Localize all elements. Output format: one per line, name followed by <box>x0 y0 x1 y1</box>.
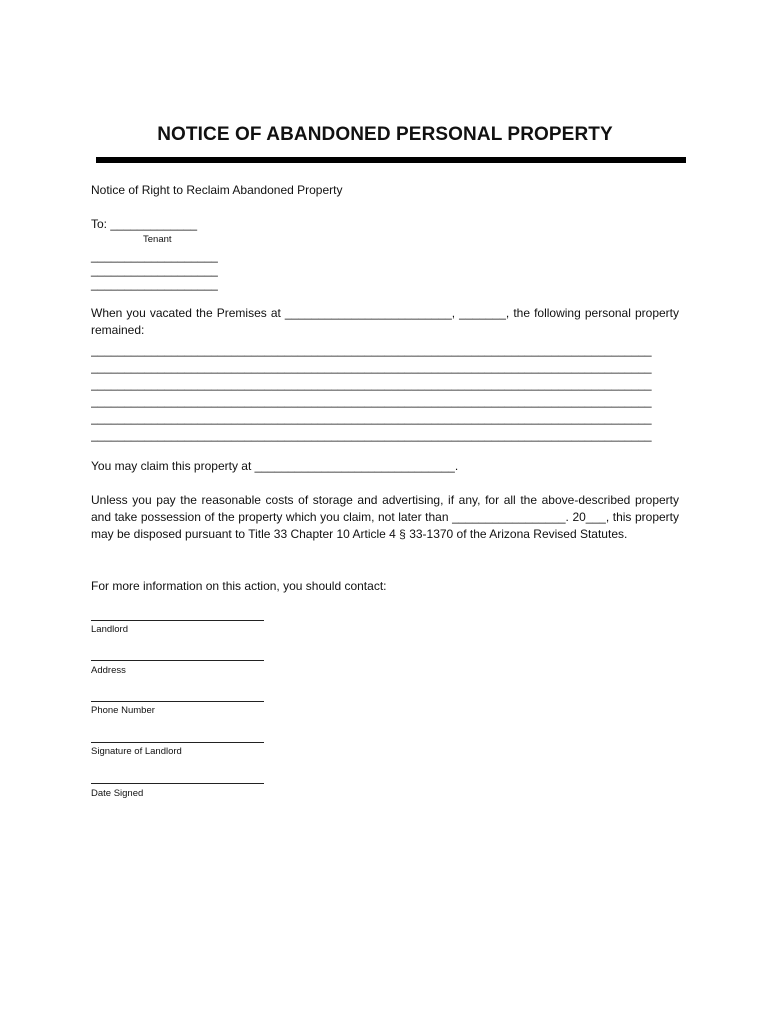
property-blank-3: ____________________________________________________________________________________ <box>91 377 652 391</box>
phone-number-label: Phone Number <box>91 705 155 716</box>
landlord-signature-signature-line <box>91 742 264 743</box>
address-blank-2: ___________________ <box>91 263 218 277</box>
contact-line: For more information on this action, you should contact: <box>91 579 387 593</box>
document-title: NOTICE OF ABANDONED PERSONAL PROPERTY <box>157 124 613 145</box>
property-blank-6: ____________________________________________________________________________________ <box>91 428 652 442</box>
property-blank-5: ____________________________________________________________________________________ <box>91 411 652 425</box>
unless-paragraph: Unless you pay the reasonable costs of storage and advertising, if any, for all the above-described property and take possession of the property which you claim, not later than _________________. 20___, this property may be disposed pursuant to Title 33 Chapter 10 Article 4 § 33-1370 of the Arizona Revised Statutes. <box>91 493 679 541</box>
date-signed-label: Date Signed <box>91 788 144 799</box>
address-label: Address <box>91 665 126 676</box>
to-line: To: _____________ <box>91 217 198 231</box>
document-subtitle: Notice of Right to Reclaim Abandoned Property <box>91 183 343 197</box>
property-blank-4: ____________________________________________________________________________________ <box>91 394 652 408</box>
address-blank-3: ___________________ <box>91 277 218 291</box>
vacated-paragraph: When you vacated the Premises at _________________________, _______, the following personal property remained: <box>91 306 679 337</box>
tenant-label: Tenant <box>143 234 172 245</box>
date-signature-line <box>91 783 264 784</box>
property-blank-2: ____________________________________________________________________________________ <box>91 360 652 374</box>
title-rule <box>96 157 686 163</box>
claim-line: You may claim this property at ______________________________. <box>91 459 459 473</box>
address-blank-1: ___________________ <box>91 249 218 263</box>
phone-signature-line <box>91 701 264 702</box>
landlord-label: Landlord <box>91 624 128 635</box>
landlord-signature-line <box>91 620 264 621</box>
property-blank-1: ____________________________________________________________________________________ <box>91 343 652 357</box>
address-signature-line <box>91 660 264 661</box>
signature-of-landlord-label: Signature of Landlord <box>91 746 182 757</box>
